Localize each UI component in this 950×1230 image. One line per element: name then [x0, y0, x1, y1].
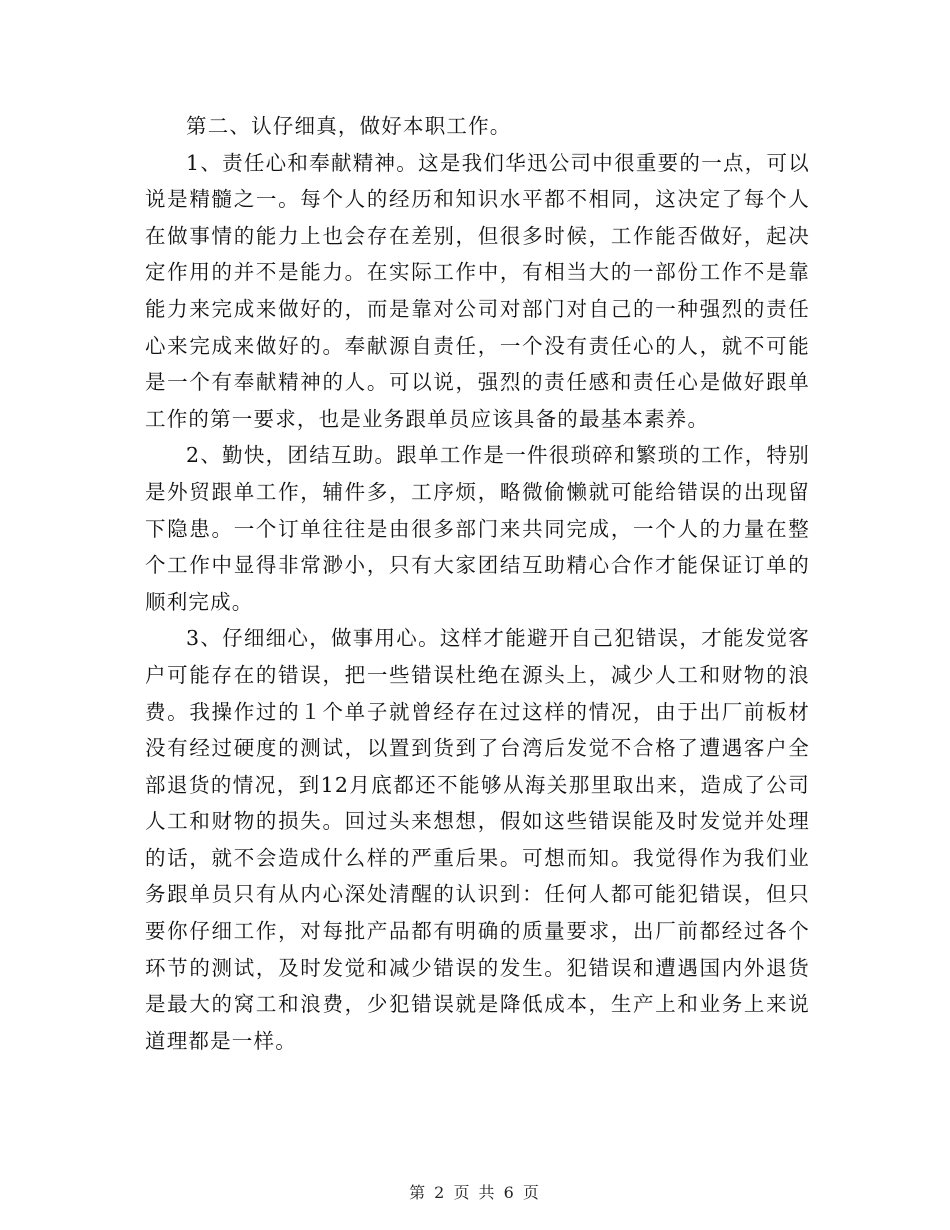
page-number-footer: 第 2 页 共 6 页	[409, 1183, 541, 1202]
paragraph-responsibility: 1、责任心和奉献精神。这是我们华迅公司中很重要的一点，可以说是精髓之一。每个人的经历和知识水平都不相同，这决定了每个人在做事情的能力上也会存在差别，但很多时候，工作能否做好，起决定作用的并不是能力。在实际工作中，有相当大的一部份工作不是靠能力来完成来做好的，而是靠对公司对部门对自己的一种强烈的责任心来完成来做好的。奉献源自责任，一个没有责任心的人，就不可能是一个有奉献精神的人。可以说，强烈的责任感和责任心是做好跟单工作的第一要求，也是业务跟单员应该具备的最基本素养。	[145, 150, 810, 431]
paragraph-carefulness: 3、仔细细心，做事用心。这样才能避开自己犯错误，才能发觉客户可能存在的错误，把一些错误杜绝在源头上，减少人工和财物的浪费。我操作过的１个单子就曾经存在过这样的情况，由于出厂前板材没有经过硬度的测试，以置到货到了台湾后发觉不合格了遭遇客户全部退货的情况，到12月底都还不能够从海关那里取出来，造成了公司人工和财物的损失。回过头来想想，假如这些错误能及时发觉并处理的话，就不会造成什么样的严重后果。可想而知。我觉得作为我们业务跟单员只有从内心深处清醒的认识到：任何人都可能犯错误，但只要你仔细工作，对每批产品都有明确的质量要求，出厂前都经过各个环节的测试，及时发觉和减少错误的发生。犯错误和遭遇国内外退货是最大的窝工和浪费，少犯错误就是降低成本，生产上和业务上来说道理都是一样。	[145, 626, 810, 1053]
section-heading: 第二、认仔细真，做好本职工作。	[186, 114, 512, 138]
document-body	[145, 108, 810, 1059]
paragraph-teamwork: 2、勤快，团结互助。跟单工作是一件很琐碎和繁琐的工作，特别是外贸跟单工作，辅件多，工序烦，略微偷懒就可能给错误的出现留下隐患。一个订单往往是由很多部门来共同完成，一个人的力量在整个工作中显得非常渺小，只有大家团结互助精心合作才能保证订单的顺利完成。	[145, 443, 810, 614]
